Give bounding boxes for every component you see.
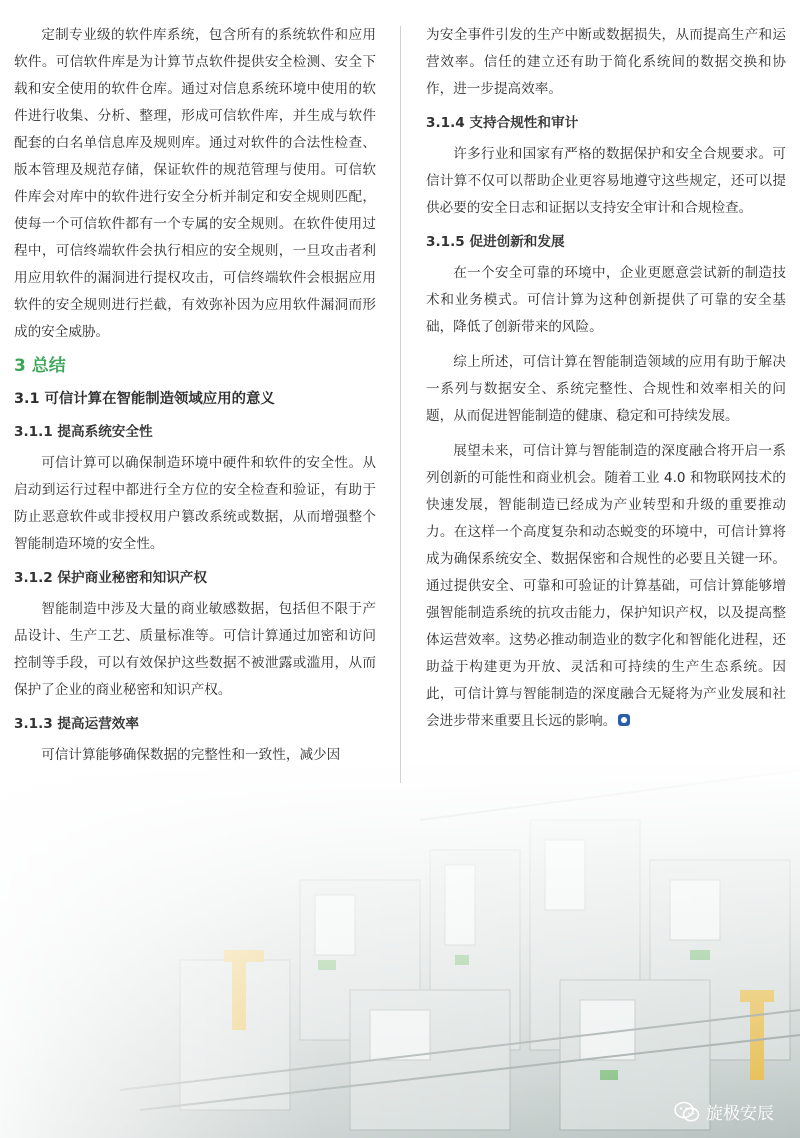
item-314-text: 许多行业和国家有严格的数据保护和安全合规要求。可信计算不仅可以帮助企业更容易地遵守这些规定，还可以提供必要的安全日志和证据以支持安全审计和合规检查。 bbox=[426, 146, 786, 216]
item-313-continued: 为安全事件引发的生产中断或数据损失，从而提高生产和运营效率。信任的建立还有助于简化系统间的数据交换和协作，进一步提高效率。 bbox=[426, 27, 786, 97]
item-313-text: 可信计算能够确保数据的完整性和一致性，减少因 bbox=[41, 747, 341, 763]
item-312-heading: 3.1.2 保护商业秘密和知识产权 bbox=[14, 570, 207, 586]
account-name: 旋极安辰 bbox=[706, 1104, 774, 1124]
wechat-watermark bbox=[674, 1099, 774, 1124]
summary-paragraph: 综上所述，可信计算在智能制造领域的应用有助于解决一系列与数据安全、系统完整性、合规性和效率相关的问题，从而促进智能制造的健康、稳定和可持续发展。 bbox=[426, 354, 786, 424]
item-314-heading: 3.1.4 支持合规性和审计 bbox=[426, 115, 579, 131]
intro-paragraph: 定制专业级的软件库系统，包含所有的系统软件和应用软件。可信软件库是为计算节点软件提供安全检测、安全下载和安全使用的软件仓库。通过对信息系统环境中使用的软件进行收集、分析、整理，形成可信软件库，并生成与软件配套的白名单信息库及规则库。通过对软件的合法性检查、版本管理及规范存储，保证软件的规范管理与使用。可信软件库会对库中的软件进行安全分析并制定和安全规则匹配，使每一个可信软件都有一个专属的安全规则。在软件使用过程中，可信终端软件会执行相应的安全规则，一旦攻击者利用应用软件的漏洞进行提权攻击，可信终端软件会根据应用软件的安全规则进行拦截，有效弥补因为应用软件漏洞而形成的安全威胁。 bbox=[14, 27, 376, 340]
left-column bbox=[14, 22, 376, 769]
column-divider bbox=[400, 26, 401, 783]
right-column bbox=[426, 22, 786, 735]
item-311-heading: 3.1.1 提高系统安全性 bbox=[14, 424, 153, 440]
item-313-heading: 3.1.3 提高运营效率 bbox=[14, 716, 139, 732]
wechat-icon bbox=[674, 1101, 700, 1123]
item-311-text: 可信计算可以确保制造环境中硬件和软件的安全性。从启动到运行过程中都进行全方位的安全检查和验证，有助于防止恶意软件或非授权用户篡改系统或数据，从而增强整个智能制造环境的安全性。 bbox=[14, 455, 376, 552]
outlook-paragraph bbox=[426, 438, 786, 735]
section-heading: 3 总结 bbox=[14, 356, 66, 376]
end-mark-icon bbox=[618, 714, 630, 726]
outlook-text: 展望未来，可信计算与智能制造的深度融合将开启一系列创新的可能性和商业机会。随着工业 4.0 和物联网技术的快速发展，智能制造已经成为产业转型和升级的重要推动力。在这样一个高度复杂和动态蜕变的环境中，可信计算将成为确保系统安全、数据保密和合规性的必要且关键一环。通过提供安全、可靠和可验证的计算基础，可信计算能够增强智能制造系统的抗攻击能力，保护知识产权，以及提高整体运营效率。这势必推动制造业的数字化和智能化进程，还助益于构建更为开放、灵活和可持续的生产生态系统。因此，可信计算与智能制造的深度融合无疑将为产业发展和社会进步带来重要且长远的影响。 bbox=[426, 443, 786, 729]
item-315-heading: 3.1.5 促进创新和发展 bbox=[426, 234, 565, 250]
item-312-text: 智能制造中涉及大量的商业敏感数据，包括但不限于产品设计、生产工艺、质量标准等。可信计算通过加密和访问控制等手段，可以有效保护这些数据不被泄露或滥用，从而保护了企业的商业秘密和知识产权。 bbox=[14, 601, 376, 698]
subsection-heading: 3.1 可信计算在智能制造领域应用的意义 bbox=[14, 391, 275, 407]
factory-illustration bbox=[0, 760, 800, 1138]
item-315-text: 在一个安全可靠的环境中，企业更愿意尝试新的制造技术和业务模式。可信计算为这种创新提供了可靠的安全基础，降低了创新带来的风险。 bbox=[426, 265, 786, 335]
